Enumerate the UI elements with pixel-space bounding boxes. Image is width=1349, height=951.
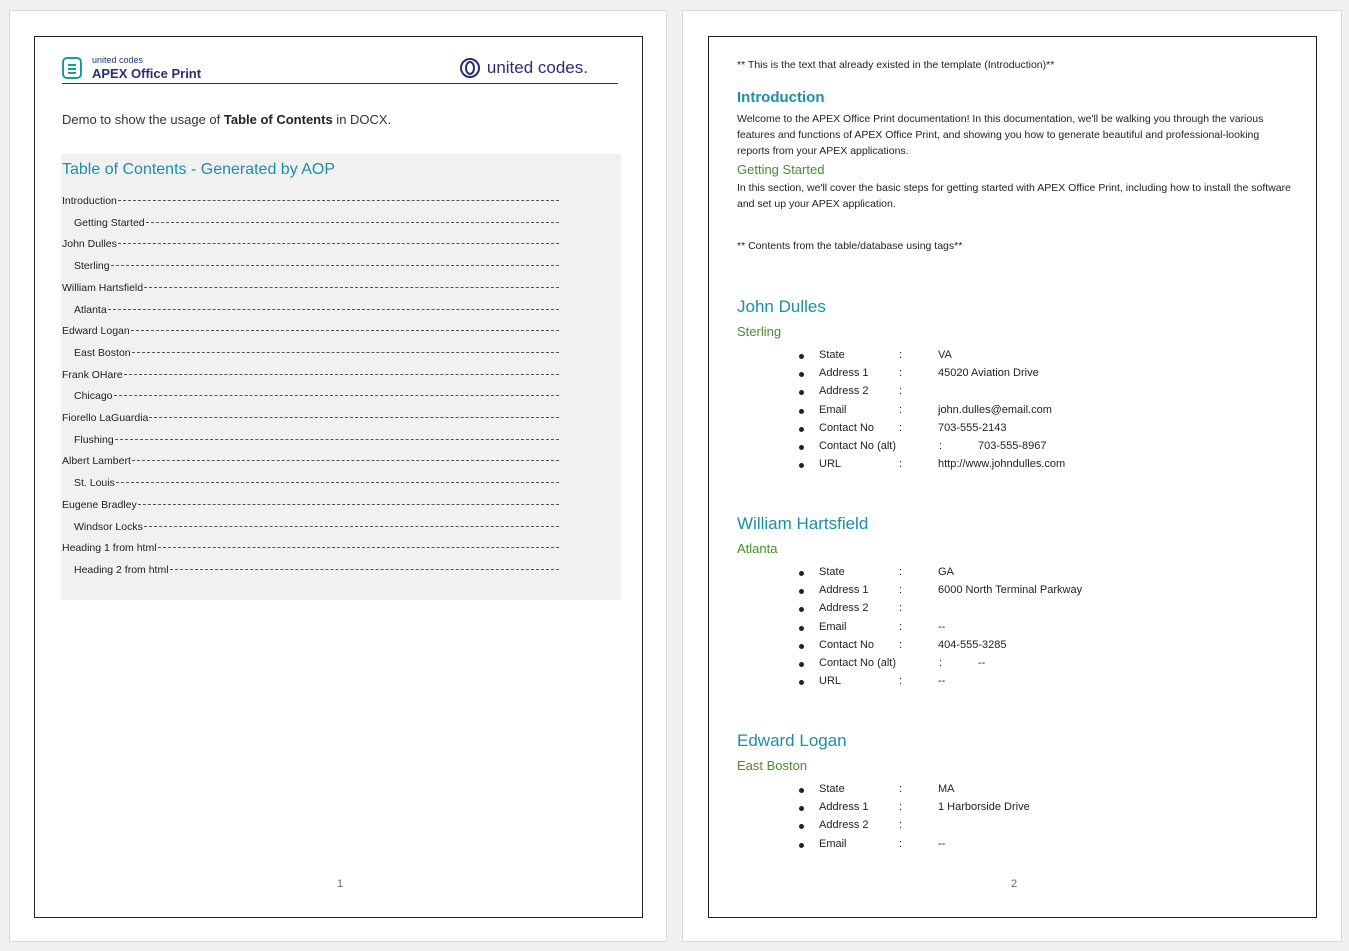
toc-entry-text: St. Louis xyxy=(74,477,115,490)
field-separator: : xyxy=(899,819,903,832)
field-label: Address 2 xyxy=(819,602,869,615)
field-separator: : xyxy=(899,638,903,651)
field-value: 703-555-2143 xyxy=(938,421,1007,434)
bullet-icon xyxy=(799,354,804,359)
field-label: Contact No xyxy=(819,638,875,651)
toc-entry-text: Windsor Locks xyxy=(74,520,143,533)
field-value: GA xyxy=(938,566,954,578)
toc-leader xyxy=(158,547,559,548)
toc-leader xyxy=(170,569,559,570)
field-separator: : xyxy=(899,602,903,615)
toc-leader xyxy=(118,200,559,201)
record-city-heading: Atlanta xyxy=(737,541,778,556)
toc-entry-text: John Dulles xyxy=(62,238,117,251)
field-label: Email xyxy=(819,620,847,633)
field-label: Address 1 xyxy=(819,801,869,814)
bullet-icon xyxy=(799,571,804,576)
toc-entry[interactable] xyxy=(74,434,559,446)
toc-entry[interactable] xyxy=(62,195,559,207)
demo-bold: Table of Contents xyxy=(223,112,333,127)
bullet-icon xyxy=(799,409,804,414)
record-city-heading: East Boston xyxy=(737,758,808,773)
field-value: MA xyxy=(938,783,955,795)
toc-leader xyxy=(108,309,559,310)
toc-leader xyxy=(115,439,559,440)
getting-started-paragraph: In this section, we'll cover the basic steps for getting started with APEX Office Print, including how to install the software and set up your APEX application. xyxy=(737,182,1291,210)
field-label: Contact No xyxy=(819,421,875,434)
toc-entry[interactable] xyxy=(74,304,559,316)
intro-heading: Introduction xyxy=(737,89,825,106)
toc-entry-text: Fiorello LaGuardia xyxy=(62,412,149,424)
field-label: Address 1 xyxy=(819,584,869,597)
document-page-2 xyxy=(682,10,1342,942)
bullet-icon xyxy=(799,788,804,793)
toc-leader xyxy=(138,504,559,505)
document-page-1 xyxy=(9,10,667,942)
bullet-icon xyxy=(799,662,804,667)
record-city-heading: Sterling xyxy=(737,324,782,339)
document-icon xyxy=(62,57,82,79)
toc-entry[interactable] xyxy=(74,521,559,533)
toc-title: Table of Contents - Generated by AOP xyxy=(62,161,336,178)
field-separator: : xyxy=(899,403,903,416)
toc-entry[interactable] xyxy=(74,564,559,576)
page-number: 1 xyxy=(337,878,344,890)
toc-leader xyxy=(116,482,559,483)
toc-leader xyxy=(114,395,559,396)
toc-leader xyxy=(111,265,559,266)
field-separator: : xyxy=(899,675,903,688)
field-value: 703-555-8967 xyxy=(978,440,1047,452)
toc-entry[interactable] xyxy=(62,282,559,294)
toc-leader xyxy=(131,330,559,331)
toc-leader xyxy=(144,287,559,288)
toc-entry-text: East Boston xyxy=(74,346,131,359)
field-separator: : xyxy=(899,620,903,633)
field-separator: : xyxy=(899,458,903,471)
toc-entry[interactable] xyxy=(62,369,559,381)
field-value: 6000 North Terminal Parkway xyxy=(938,584,1083,597)
field-separator: : xyxy=(899,421,903,434)
rings-icon xyxy=(460,58,480,78)
united-codes-logo xyxy=(460,55,588,81)
page-number: 2 xyxy=(1011,878,1018,890)
intro-paragraph: Welcome to the APEX Office Print documentation! In this documentation, we'll be walking you through the various features and functions of APEX Office Print, and showing you how to generate beautiful and professional-looking reports from your APEX applications. xyxy=(737,113,1264,157)
field-value: -- xyxy=(978,657,986,669)
bullet-icon xyxy=(799,644,804,649)
field-separator: : xyxy=(899,783,903,795)
toc-leader xyxy=(144,526,559,527)
field-separator: : xyxy=(939,440,943,452)
field-label: State xyxy=(819,566,845,578)
toc-leader xyxy=(149,417,559,418)
toc-leader xyxy=(132,460,559,461)
toc-entry-text: Flushing xyxy=(74,433,114,446)
field-value: john.dulles@email.com xyxy=(938,403,1052,416)
brand-text: united codes. xyxy=(486,58,588,77)
toc-leader xyxy=(132,352,559,353)
table-of-contents xyxy=(61,154,621,600)
field-label: Address 2 xyxy=(819,385,869,398)
field-label: Email xyxy=(819,403,847,416)
field-value: -- xyxy=(938,675,946,688)
toc-entry-text: Albert Lambert xyxy=(62,455,131,468)
field-label: URL xyxy=(819,458,842,471)
toc-entry[interactable] xyxy=(62,325,559,337)
field-label: Contact No (alt) xyxy=(819,657,897,669)
getting-started-heading: Getting Started xyxy=(737,162,825,177)
toc-entry-text: Heading 1 from html xyxy=(62,542,157,555)
record-name-heading: Edward Logan xyxy=(737,731,847,750)
field-label: State xyxy=(819,783,845,795)
toc-entry[interactable] xyxy=(74,347,559,359)
field-label: Address 2 xyxy=(819,819,869,832)
field-separator: : xyxy=(899,385,903,398)
toc-entry[interactable] xyxy=(62,499,559,511)
template-note: ** This is the text that already existed in the template (Introduction)** xyxy=(737,59,1055,71)
demo-prefix: Demo to show the usage of xyxy=(62,112,224,127)
toc-entry[interactable] xyxy=(62,412,559,424)
field-value: -- xyxy=(938,620,946,633)
toc-entry[interactable] xyxy=(74,390,559,402)
field-value: 45020 Aviation Drive xyxy=(938,367,1039,380)
toc-entry-text: Atlanta xyxy=(74,303,107,316)
field-label: Email xyxy=(819,837,847,850)
toc-entry[interactable] xyxy=(74,477,559,489)
field-separator: : xyxy=(899,566,903,578)
field-separator: : xyxy=(899,801,903,814)
bullet-icon xyxy=(799,626,804,631)
field-label: State xyxy=(819,349,845,361)
page-header xyxy=(62,55,618,84)
logo-small-text: united codes xyxy=(92,55,144,65)
field-label: Address 1 xyxy=(819,367,869,380)
field-value: http://www.johndulles.com xyxy=(938,458,1066,471)
toc-leader xyxy=(118,243,559,244)
toc-entry-text: Introduction xyxy=(62,195,117,207)
field-value: 1 Harborside Drive xyxy=(938,801,1030,814)
field-label: Contact No (alt) xyxy=(819,440,897,452)
field-separator: : xyxy=(899,837,903,850)
toc-entry-text: Frank OHare xyxy=(62,368,123,381)
toc-entry[interactable] xyxy=(74,217,559,229)
field-label: URL xyxy=(819,675,842,688)
bullet-icon xyxy=(799,843,804,848)
aop-logo xyxy=(62,55,201,81)
demo-line xyxy=(62,112,391,127)
bullet-icon xyxy=(799,445,804,450)
record-name-heading: William Hartsfield xyxy=(737,514,869,533)
toc-entry-text: Heading 2 from html xyxy=(74,563,169,576)
demo-suffix: in DOCX. xyxy=(332,112,392,127)
toc-entry[interactable] xyxy=(74,260,559,272)
toc-entry[interactable] xyxy=(62,238,559,250)
toc-entry-text: Getting Started xyxy=(74,216,145,229)
toc-entry[interactable] xyxy=(62,542,559,554)
toc-entry-text: Eugene Bradley xyxy=(62,498,137,511)
field-separator: : xyxy=(939,657,943,669)
toc-leader xyxy=(146,222,559,223)
toc-entry-text: Sterling xyxy=(74,260,110,273)
bullet-icon xyxy=(799,427,804,432)
toc-entry-text: Chicago xyxy=(74,390,113,403)
toc-entry-text: Edward Logan xyxy=(62,325,130,338)
field-separator: : xyxy=(899,367,903,380)
field-separator: : xyxy=(899,584,903,597)
toc-entry-text: William Hartsfield xyxy=(62,281,144,294)
logo-product-text: APEX Office Print xyxy=(92,66,202,81)
field-value: 404-555-3285 xyxy=(938,638,1007,651)
toc-entry[interactable] xyxy=(62,455,559,467)
toc-leader xyxy=(124,374,559,375)
field-value: VA xyxy=(938,349,952,361)
field-value: -- xyxy=(938,837,946,850)
tags-note: ** Contents from the table/database using tags** xyxy=(737,240,963,252)
record-name-heading: John Dulles xyxy=(737,297,826,316)
field-separator: : xyxy=(899,349,903,361)
